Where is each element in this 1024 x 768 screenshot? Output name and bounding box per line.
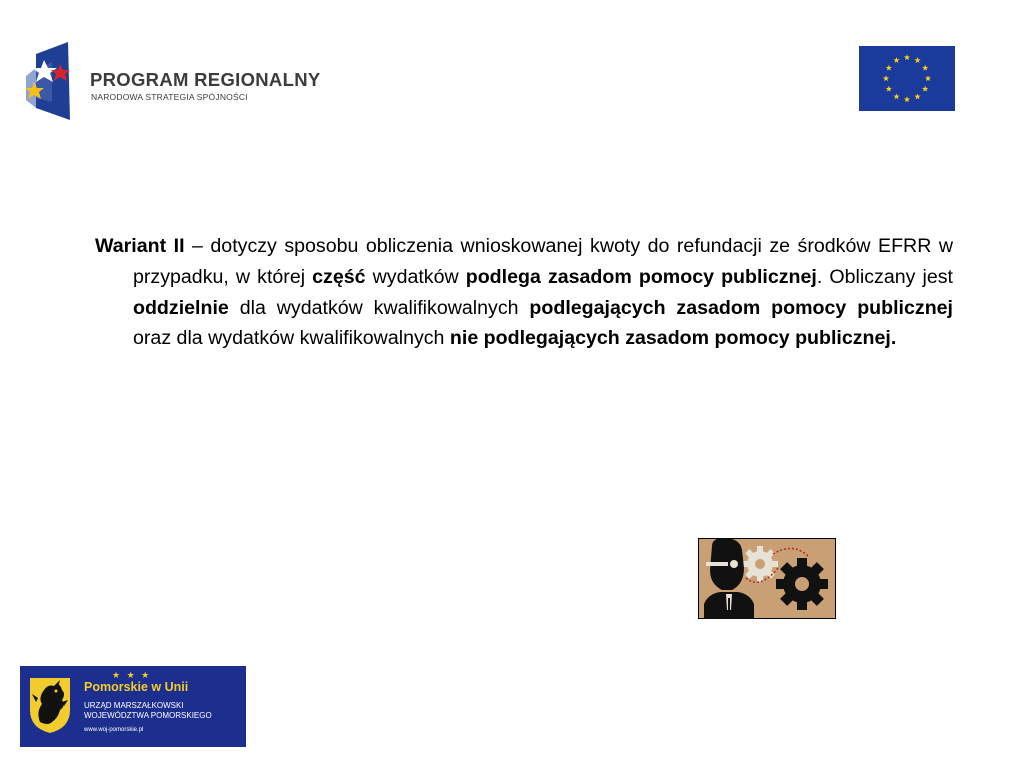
program-regionalny-logo bbox=[22, 40, 332, 124]
bold-segment: część bbox=[312, 265, 366, 288]
program-title: PROGRAM REGIONALNY bbox=[90, 69, 321, 90]
bold-segment: oddzielnie bbox=[133, 296, 229, 319]
main-paragraph bbox=[95, 231, 953, 354]
eu-star-icon bbox=[883, 75, 889, 81]
logo-stars: ★ ★ ★ bbox=[112, 670, 152, 680]
eu-star-icon bbox=[886, 65, 892, 71]
eu-star-icon bbox=[893, 93, 899, 99]
logo-website: www.woj-pomorskie.pl bbox=[84, 727, 144, 733]
eu-star-icon bbox=[922, 86, 928, 92]
eu-star-icon bbox=[904, 54, 910, 60]
text-segment: – dotyczy sposobu obliczenia wnioskowanej kwoty do refundacji ze środków EFRR w przypadku, w której bbox=[133, 235, 953, 288]
eu-star-icon bbox=[886, 86, 892, 92]
program-subtitle: NARODOWA STRATEGIA SPÓJNOŚCI bbox=[91, 92, 248, 102]
logo-office-line2: WOJEWÓDZTWA POMORSKIEGO bbox=[84, 711, 212, 720]
text-segment: . Obliczany jest bbox=[816, 265, 953, 288]
eu-star-icon bbox=[914, 93, 920, 99]
eu-star-icon bbox=[922, 65, 928, 71]
bold-segment: podlega zasadom pomocy publicznej bbox=[465, 265, 817, 288]
eu-star-icon bbox=[925, 75, 931, 81]
logo-office-line1: URZĄD MARSZAŁKOWSKI bbox=[84, 701, 184, 710]
logo-title: Pomorskie w Unii bbox=[84, 680, 189, 694]
person-gears-icon bbox=[698, 538, 836, 619]
text-segment: wydatków bbox=[365, 265, 466, 288]
eu-flag-icon bbox=[859, 46, 955, 111]
text-segment: oraz dla wydatków kwalifikowalnych bbox=[133, 327, 450, 350]
text-segment: dla wydatków kwalifikowalnych bbox=[228, 296, 530, 319]
bold-segment: podlegających zasadom pomocy publicznej bbox=[529, 296, 953, 319]
eu-star-icon bbox=[893, 57, 899, 63]
bold-segment: nie podlegających zasadom pomocy publicznej. bbox=[449, 327, 897, 350]
eu-star-icon bbox=[914, 57, 920, 63]
eu-star-icon bbox=[904, 96, 910, 102]
variant-label: Wariant II bbox=[95, 235, 185, 257]
pomorskie-logo bbox=[20, 666, 246, 747]
griffin-crest-icon bbox=[28, 676, 72, 734]
program-regionalny-logo-mark-icon bbox=[22, 40, 74, 124]
